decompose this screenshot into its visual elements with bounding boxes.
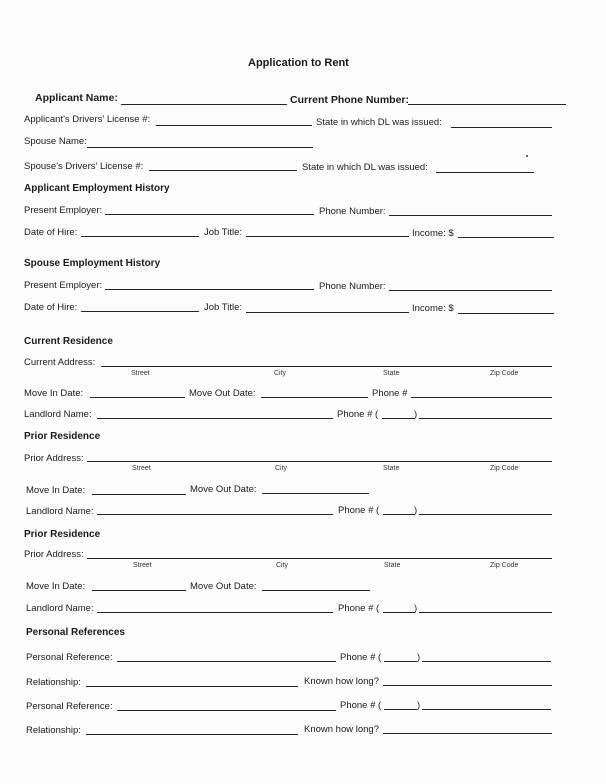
applicant-name-label: Applicant Name: (35, 92, 118, 104)
current-landlord-phone-label: Phone # ( (337, 409, 379, 420)
prior-2-street-caption: Street (133, 562, 152, 569)
prior-2-zip-caption: Zip Code (490, 562, 519, 569)
current-move-out-field[interactable] (261, 397, 368, 398)
prior-1-move-in-label: Move In Date: (26, 485, 86, 496)
current-street-caption: Street (131, 370, 150, 377)
current-move-out-label: Move Out Date: (189, 388, 256, 399)
spouse-hire-label: Date of Hire: (24, 302, 78, 313)
rel-1-field[interactable] (86, 686, 298, 687)
prior-1-address-field[interactable] (87, 461, 552, 462)
prior-2-move-in-label: Move In Date: (26, 581, 86, 592)
prior-2-move-out-label: Move Out Date: (190, 581, 257, 592)
current-landlord-area-code-field[interactable] (382, 418, 415, 419)
applicant-employment-heading: Applicant Employment History (24, 183, 170, 194)
applicant-employer-field[interactable] (105, 214, 314, 215)
prior-2-landlord-paren-close: ) (414, 603, 418, 614)
current-phone-field[interactable] (408, 104, 566, 105)
current-address-field[interactable] (101, 366, 552, 367)
spouse-employment-heading: Spouse Employment History (24, 258, 161, 269)
prior-2-address-label: Prior Address: (24, 549, 84, 560)
applicant-job-label: Job Title: (204, 227, 243, 238)
current-state-caption: State (383, 370, 400, 377)
prior-1-landlord-label: Landlord Name: (26, 506, 94, 517)
page-title: Application to Rent (248, 57, 349, 69)
prior-2-move-out-field[interactable] (262, 590, 370, 591)
prior-1-landlord-field[interactable] (97, 514, 333, 515)
ref-2-area-code-field[interactable] (384, 709, 417, 710)
current-phone-label-res: Phone # (372, 388, 408, 399)
prior-1-street-caption: Street (132, 465, 151, 472)
prior-2-landlord-field[interactable] (97, 612, 333, 613)
prior-residence-1-heading: Prior Residence (24, 431, 101, 442)
applicant-dl-state-label: State in which DL was issued: (316, 117, 442, 128)
ref-2-label: Personal Reference: (26, 701, 113, 712)
spouse-income-label: Income: $ (412, 303, 454, 314)
prior-2-landlord-label: Landlord Name: (26, 603, 94, 614)
speck-mark (526, 155, 528, 157)
prior-1-city-caption: City (275, 465, 288, 472)
applicant-income-field[interactable] (458, 237, 554, 238)
ref-1-label: Personal Reference: (26, 652, 113, 663)
prior-1-move-out-field[interactable] (262, 493, 369, 494)
ref-1-phone-field[interactable] (422, 661, 551, 662)
current-move-in-field[interactable] (90, 397, 185, 398)
applicant-employer-phone-field[interactable] (389, 215, 552, 216)
rel-2-known-label: Known how long? (304, 724, 379, 735)
current-city-caption: City (274, 370, 287, 377)
spouse-dl-state-label: State in which DL was issued: (302, 162, 428, 173)
spouse-income-field[interactable] (458, 313, 554, 314)
current-move-in-label: Move In Date: (24, 388, 84, 399)
prior-1-landlord-area-code-field[interactable] (383, 514, 415, 515)
ref-1-field[interactable] (117, 661, 336, 662)
prior-2-move-in-field[interactable] (92, 590, 186, 591)
applicant-dl-state-field[interactable] (451, 127, 552, 128)
spouse-dl-label: Spouse's Drivers' License #: (24, 161, 144, 172)
ref-1-paren-close: ) (417, 652, 421, 663)
current-landlord-field[interactable] (97, 418, 333, 419)
prior-2-landlord-phone-label: Phone # ( (338, 603, 380, 614)
current-res-phone-field[interactable] (411, 397, 552, 398)
current-residence-heading: Current Residence (24, 336, 113, 347)
rel-2-known-field[interactable] (383, 733, 552, 734)
ref-2-paren-close: ) (417, 700, 421, 711)
spouse-hire-field[interactable] (81, 311, 199, 312)
current-phone-label: Current Phone Number: (290, 94, 410, 106)
spouse-name-field[interactable] (87, 147, 313, 148)
ref-1-phone-label: Phone # ( (340, 652, 382, 663)
applicant-job-field[interactable] (246, 236, 409, 237)
ref-2-phone-field[interactable] (422, 709, 551, 710)
prior-1-landlord-phone-label: Phone # ( (338, 505, 380, 516)
prior-1-landlord-paren-close: ) (414, 505, 418, 516)
applicant-name-field[interactable] (121, 104, 287, 105)
spouse-dl-state-field[interactable] (436, 172, 534, 173)
applicant-dl-label: Applicant's Drivers' License #: (24, 114, 151, 125)
current-landlord-paren-close: ) (414, 409, 418, 420)
prior-1-state-caption: State (383, 465, 400, 472)
current-address-label: Current Address: (24, 357, 96, 368)
rel-2-label: Relationship: (26, 725, 81, 736)
prior-2-state-caption: State (384, 562, 401, 569)
current-landlord-phone-field[interactable] (419, 418, 552, 419)
applicant-dl-field[interactable] (156, 125, 312, 126)
prior-2-address-field[interactable] (87, 558, 552, 559)
ref-2-phone-label: Phone # ( (340, 700, 382, 711)
prior-1-zip-caption: Zip Code (490, 465, 519, 472)
ref-2-field[interactable] (117, 710, 336, 711)
prior-1-move-in-field[interactable] (92, 494, 186, 495)
spouse-employer-phone-field[interactable] (389, 290, 552, 291)
applicant-hire-label: Date of Hire: (24, 227, 78, 238)
spouse-job-field[interactable] (246, 312, 409, 313)
prior-residence-2-heading: Prior Residence (24, 529, 101, 540)
spouse-dl-field[interactable] (149, 170, 297, 171)
prior-2-city-caption: City (276, 562, 289, 569)
prior-2-landlord-phone-field[interactable] (419, 612, 552, 613)
spouse-name-label: Spouse Name: (24, 136, 87, 147)
spouse-employer-label: Present Employer: (24, 280, 103, 291)
rel-2-field[interactable] (86, 734, 298, 735)
prior-1-address-label: Prior Address: (24, 453, 84, 464)
references-heading: Personal References (26, 627, 125, 638)
current-landlord-label: Landlord Name: (24, 409, 92, 420)
spouse-employer-field[interactable] (105, 289, 314, 290)
rel-1-label: Relationship: (26, 677, 81, 688)
spouse-job-label: Job Title: (204, 302, 243, 313)
spouse-employer-phone-label: Phone Number: (319, 281, 386, 292)
applicant-hire-field[interactable] (81, 236, 199, 237)
current-zip-caption: Zip Code (490, 370, 519, 377)
prior-2-landlord-area-code-field[interactable] (383, 612, 415, 613)
applicant-employer-phone-label: Phone Number: (319, 206, 386, 217)
rel-1-known-field[interactable] (383, 685, 552, 686)
prior-1-landlord-phone-field[interactable] (419, 514, 552, 515)
rel-1-known-label: Known how long? (304, 676, 379, 687)
applicant-income-label: Income: $ (412, 228, 454, 239)
applicant-employer-label: Present Employer: (24, 205, 103, 216)
prior-1-move-out-label: Move Out Date: (190, 484, 257, 495)
ref-1-area-code-field[interactable] (384, 661, 417, 662)
